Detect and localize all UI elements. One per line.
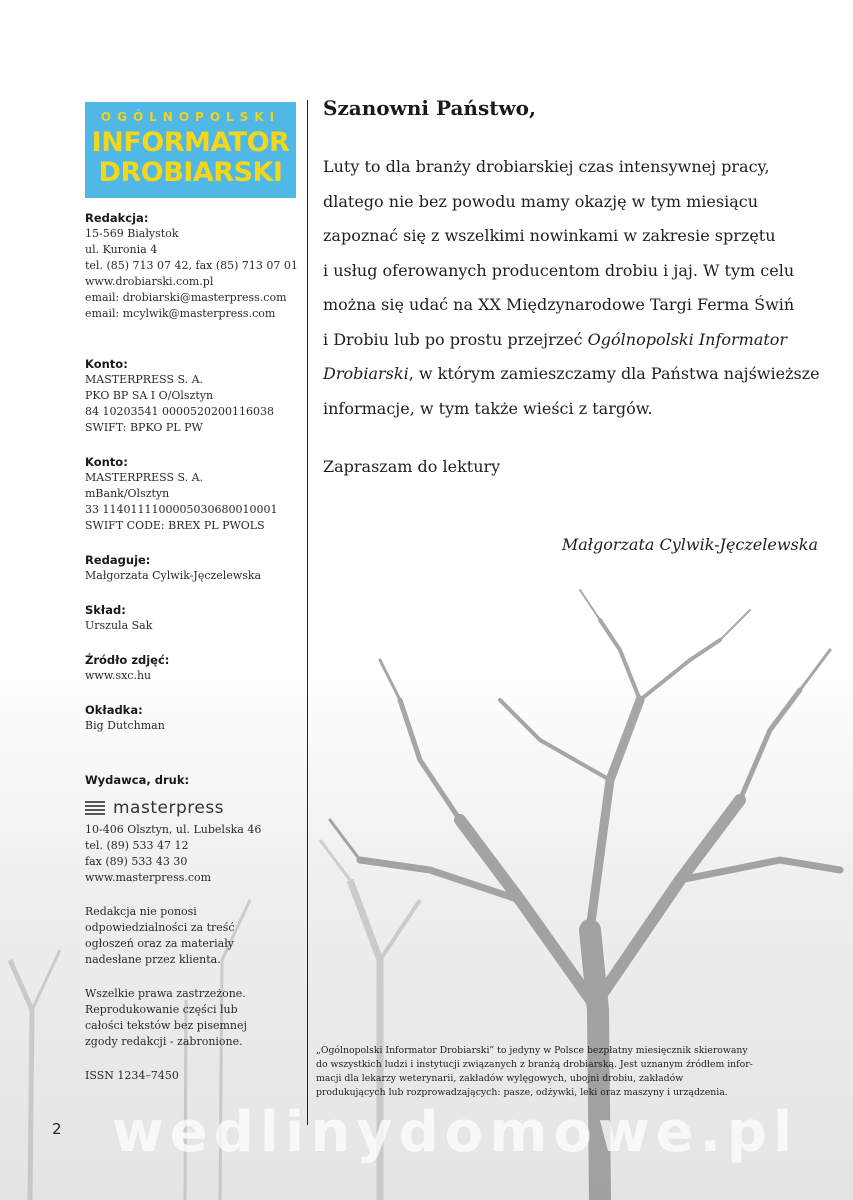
letter-line: dlatego nie bez powodu mamy okazję w tym miesiącu	[323, 191, 759, 211]
magazine-footnote	[316, 1044, 806, 1100]
letter-line: Luty to dla branży drobiarskiej czas intensywnej pracy,	[323, 157, 770, 176]
konto-heading: Konto:	[85, 357, 128, 371]
letter-line: i usług oferowanych producentom drobiu i jaj. W tym celu	[323, 260, 795, 280]
konto-line: 33 1140111100005030680010001	[85, 503, 278, 516]
wydawca-block	[85, 772, 300, 886]
footnote-line: macji dla lekarzy weterynarii, zakładów wylęgowych, ubojni drobiu, zakładów	[316, 1073, 684, 1084]
magazine-logo	[85, 102, 296, 198]
redakcja-line: 15-569 Białystok	[85, 227, 179, 240]
disclaimer-line: Redakcja nie ponosi	[85, 905, 197, 918]
konto-line: SWIFT CODE: BREX PL PWOLS	[85, 519, 265, 532]
letter-line: informacje, w tym także wieści z targów.	[323, 398, 653, 418]
logo-line-3: DROBIARSKI	[98, 157, 283, 188]
redakcja-email[interactable]: email: mcylwik@masterpress.com	[85, 307, 276, 320]
disclaimer-block-2	[85, 986, 300, 1050]
letter-text: , w którym zamieszczamy dla Państwa najświeższe	[408, 364, 820, 383]
konto-line: PKO BP SA I O/Olsztyn	[85, 389, 214, 402]
redaguje-value: Małgorzata Cylwik-Jęczelewska	[85, 569, 262, 582]
disclaimer-line: Wszelkie prawa zastrzeżone.	[85, 987, 246, 1000]
footnote-line: produkujących lub rozprowadzających: pasze, odżywki, leki oraz maszyny i urządzenia.	[316, 1087, 728, 1098]
letter-line: można się udać na XX Międzynarodowe Targi Ferma Świń	[323, 295, 795, 314]
wydawca-line: 10-406 Olsztyn, ul. Lubelska 46	[85, 823, 262, 836]
zrodlo-block	[85, 652, 300, 684]
editorial-sidebar	[85, 210, 300, 1102]
okladka-heading: Okładka:	[85, 703, 143, 717]
disclaimer-block-1	[85, 904, 300, 968]
redakcja-website[interactable]: www.drobiarski.com.pl	[85, 275, 214, 288]
letter-greeting: Szanowni Państwo,	[323, 96, 536, 120]
disclaimer-line: całości tekstów bez pisemnej	[85, 1019, 247, 1032]
page-number: 2	[52, 1120, 62, 1138]
redakcja-line: tel. (85) 713 07 42, fax (85) 713 07 01	[85, 259, 298, 272]
sklad-heading: Skład:	[85, 603, 126, 617]
konto-line: SWIFT: BPKO PL PW	[85, 421, 203, 434]
letter-body	[323, 150, 823, 426]
issn-block	[85, 1068, 300, 1084]
wydawca-line: tel. (89) 533 47 12	[85, 839, 189, 852]
issn-number: ISSN 1234–7450	[85, 1069, 179, 1082]
letter-line	[323, 323, 823, 358]
redakcja-block	[85, 210, 300, 322]
redaguje-block	[85, 552, 300, 584]
disclaimer-line: Reprodukowanie części lub	[85, 1003, 238, 1016]
letter-invitation: Zapraszam do lektury	[323, 457, 501, 476]
redakcja-line: ul. Kuronia 4	[85, 243, 158, 256]
wydawca-website[interactable]: www.masterpress.com	[85, 871, 212, 884]
disclaimer-line: ogłoszeń oraz za materiały	[85, 937, 234, 950]
okladka-block	[85, 702, 300, 734]
column-divider	[307, 100, 308, 1125]
letter-line: zapoznać się z wszelkimi nowinkami w zakresie sprzętu	[323, 226, 776, 245]
disclaimer-line: zgody redakcji - zabronione.	[85, 1035, 243, 1048]
logo-line-1: OGÓLNOPOLSKI	[100, 110, 281, 124]
disclaimer-line: odpowiedzialności za treść	[85, 921, 235, 934]
letter-signature: Małgorzata Cylwik-Jęczelewska	[561, 535, 818, 554]
disclaimer-line: nadesłane przez klienta.	[85, 953, 221, 966]
footnote-line: do wszystkich ludzi i instytucji związanych z branżą drobiarską. Jest uznanym źródłem infor-	[316, 1059, 753, 1070]
okladka-value: Big Dutchman	[85, 719, 165, 732]
konto-line: mBank/Olsztyn	[85, 487, 170, 500]
redakcja-email[interactable]: email: drobiarski@masterpress.com	[85, 291, 287, 304]
sklad-block	[85, 602, 300, 634]
magazine-title-emphasis: Ogólnopolski Informator	[587, 329, 788, 349]
magazine-title-emphasis: Drobiarski	[323, 364, 409, 383]
site-watermark: wedlinydomowe.pl	[112, 1100, 799, 1165]
wydawca-heading: Wydawca, druk:	[85, 773, 190, 787]
zrodlo-value[interactable]: www.sxc.hu	[85, 669, 152, 682]
masterpress-bars-icon	[85, 801, 105, 815]
footnote-line: „Ogólnopolski Informator Drobiarski” to jedyny w Polsce bezpłatny miesięcznik skierowany	[316, 1045, 748, 1056]
konto-line: MASTERPRESS S. A.	[85, 471, 204, 484]
konto-line: MASTERPRESS S. A.	[85, 373, 204, 386]
konto-line: 84 10203541 0000520200116038	[85, 405, 274, 418]
redakcja-heading: Redakcja:	[85, 211, 149, 225]
sklad-value: Urszula Sak	[85, 619, 153, 632]
zrodlo-heading: Źródło zdjęć:	[85, 653, 170, 667]
letter-text: i Drobiu lub po prostu przejrzeć	[323, 329, 588, 349]
masterpress-brand: masterpress	[113, 798, 225, 818]
redaguje-heading: Redaguje:	[85, 553, 151, 567]
konto-block-1	[85, 356, 300, 436]
editorial-letter	[323, 96, 823, 476]
masterpress-logo	[85, 800, 300, 816]
letter-line	[323, 357, 823, 392]
konto-heading: Konto:	[85, 455, 128, 469]
logo-line-2: INFORMATOR	[91, 127, 290, 158]
konto-block-2	[85, 454, 300, 534]
wydawca-line: fax (89) 533 43 30	[85, 855, 188, 868]
